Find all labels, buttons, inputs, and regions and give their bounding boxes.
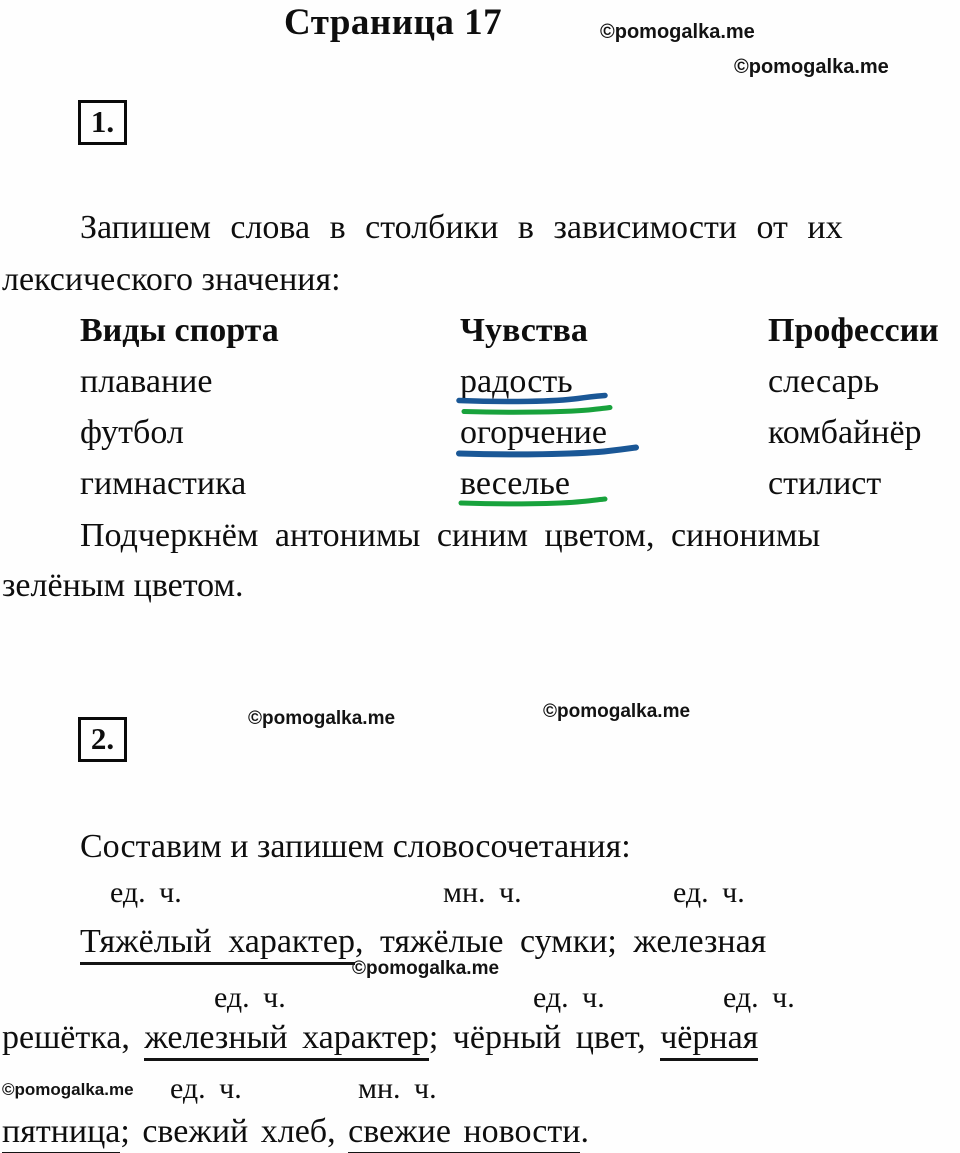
number-annotation: ед. ч. <box>533 981 605 1014</box>
number-annotation: мн. ч. <box>443 876 522 909</box>
word-profession-3: стилист <box>768 465 882 502</box>
word-sport-3: гимнастика <box>80 465 247 502</box>
exercise-1-number: 1. <box>78 100 127 145</box>
word-sport-2: футбол <box>80 414 184 451</box>
word-profession-2: комбайнёр <box>768 414 922 451</box>
number-annotation: ед. ч. <box>110 876 182 909</box>
exercise-1-note-line-2: зелёным цветом. <box>2 567 244 604</box>
exercise-1-note-line-1: Подчеркнём антонимы синим цветом, синонимы <box>80 517 821 554</box>
phrase-text: . <box>580 1113 589 1150</box>
page-title: Страница 17 <box>284 2 503 43</box>
phrase-text: ; чёрный цвет, <box>428 1019 661 1056</box>
blue-underline-ogorchenie <box>456 443 640 459</box>
underlined-phrase: железный характер <box>144 1019 429 1061</box>
green-underline-veselye <box>458 495 608 508</box>
phrase-line-1 <box>80 922 766 962</box>
exercise-2-intro: Составим и запишем словосочетания: <box>80 828 631 865</box>
watermark: ©pomogalka.me <box>600 21 755 43</box>
column-header-sports: Виды спорта <box>80 312 279 349</box>
phrase-text: , тяжёлые сумки; железная <box>354 923 767 960</box>
number-annotation: ед. ч. <box>214 981 286 1014</box>
watermark: ©pomogalka.me <box>352 958 500 979</box>
exercise-1-intro-line-2: лексического значения: <box>2 261 341 298</box>
green-underline-radost <box>461 404 613 416</box>
underlined-phrase: Тяжёлый характер <box>80 923 355 965</box>
phrase-line-3 <box>2 1112 589 1152</box>
word-profession-1: слесарь <box>768 363 880 400</box>
underlined-phrase: чёрная <box>660 1019 758 1061</box>
word-sport-1: плавание <box>80 363 213 400</box>
word-feeling-3: веселье <box>460 465 570 502</box>
watermark: ©pomogalka.me <box>2 1080 134 1099</box>
watermark: ©pomogalka.me <box>248 708 396 729</box>
column-header-feelings: Чувства <box>460 312 588 349</box>
number-annotation: мн. ч. <box>358 1072 437 1105</box>
word-feeling-2: огорчение <box>460 414 607 451</box>
phrase-line-2 <box>2 1018 758 1058</box>
underlined-phrase: пятница <box>2 1113 120 1153</box>
number-annotation: ед. ч. <box>673 876 745 909</box>
underlined-phrase: свежие новости <box>348 1113 580 1153</box>
word-feeling-1: радость <box>460 363 573 400</box>
phrase-text: ; свежий хлеб, <box>120 1113 349 1150</box>
phrase-text: решётка, <box>2 1019 145 1056</box>
column-header-professions: Профессии <box>768 312 939 349</box>
number-annotation: ед. ч. <box>723 981 795 1014</box>
exercise-1-intro-line-1: Запишем слова в столбики в зависимости от их <box>80 209 843 246</box>
watermark: ©pomogalka.me <box>734 56 889 78</box>
number-annotation: ед. ч. <box>170 1072 242 1105</box>
exercise-2-number: 2. <box>78 717 127 762</box>
watermark: ©pomogalka.me <box>543 701 691 722</box>
